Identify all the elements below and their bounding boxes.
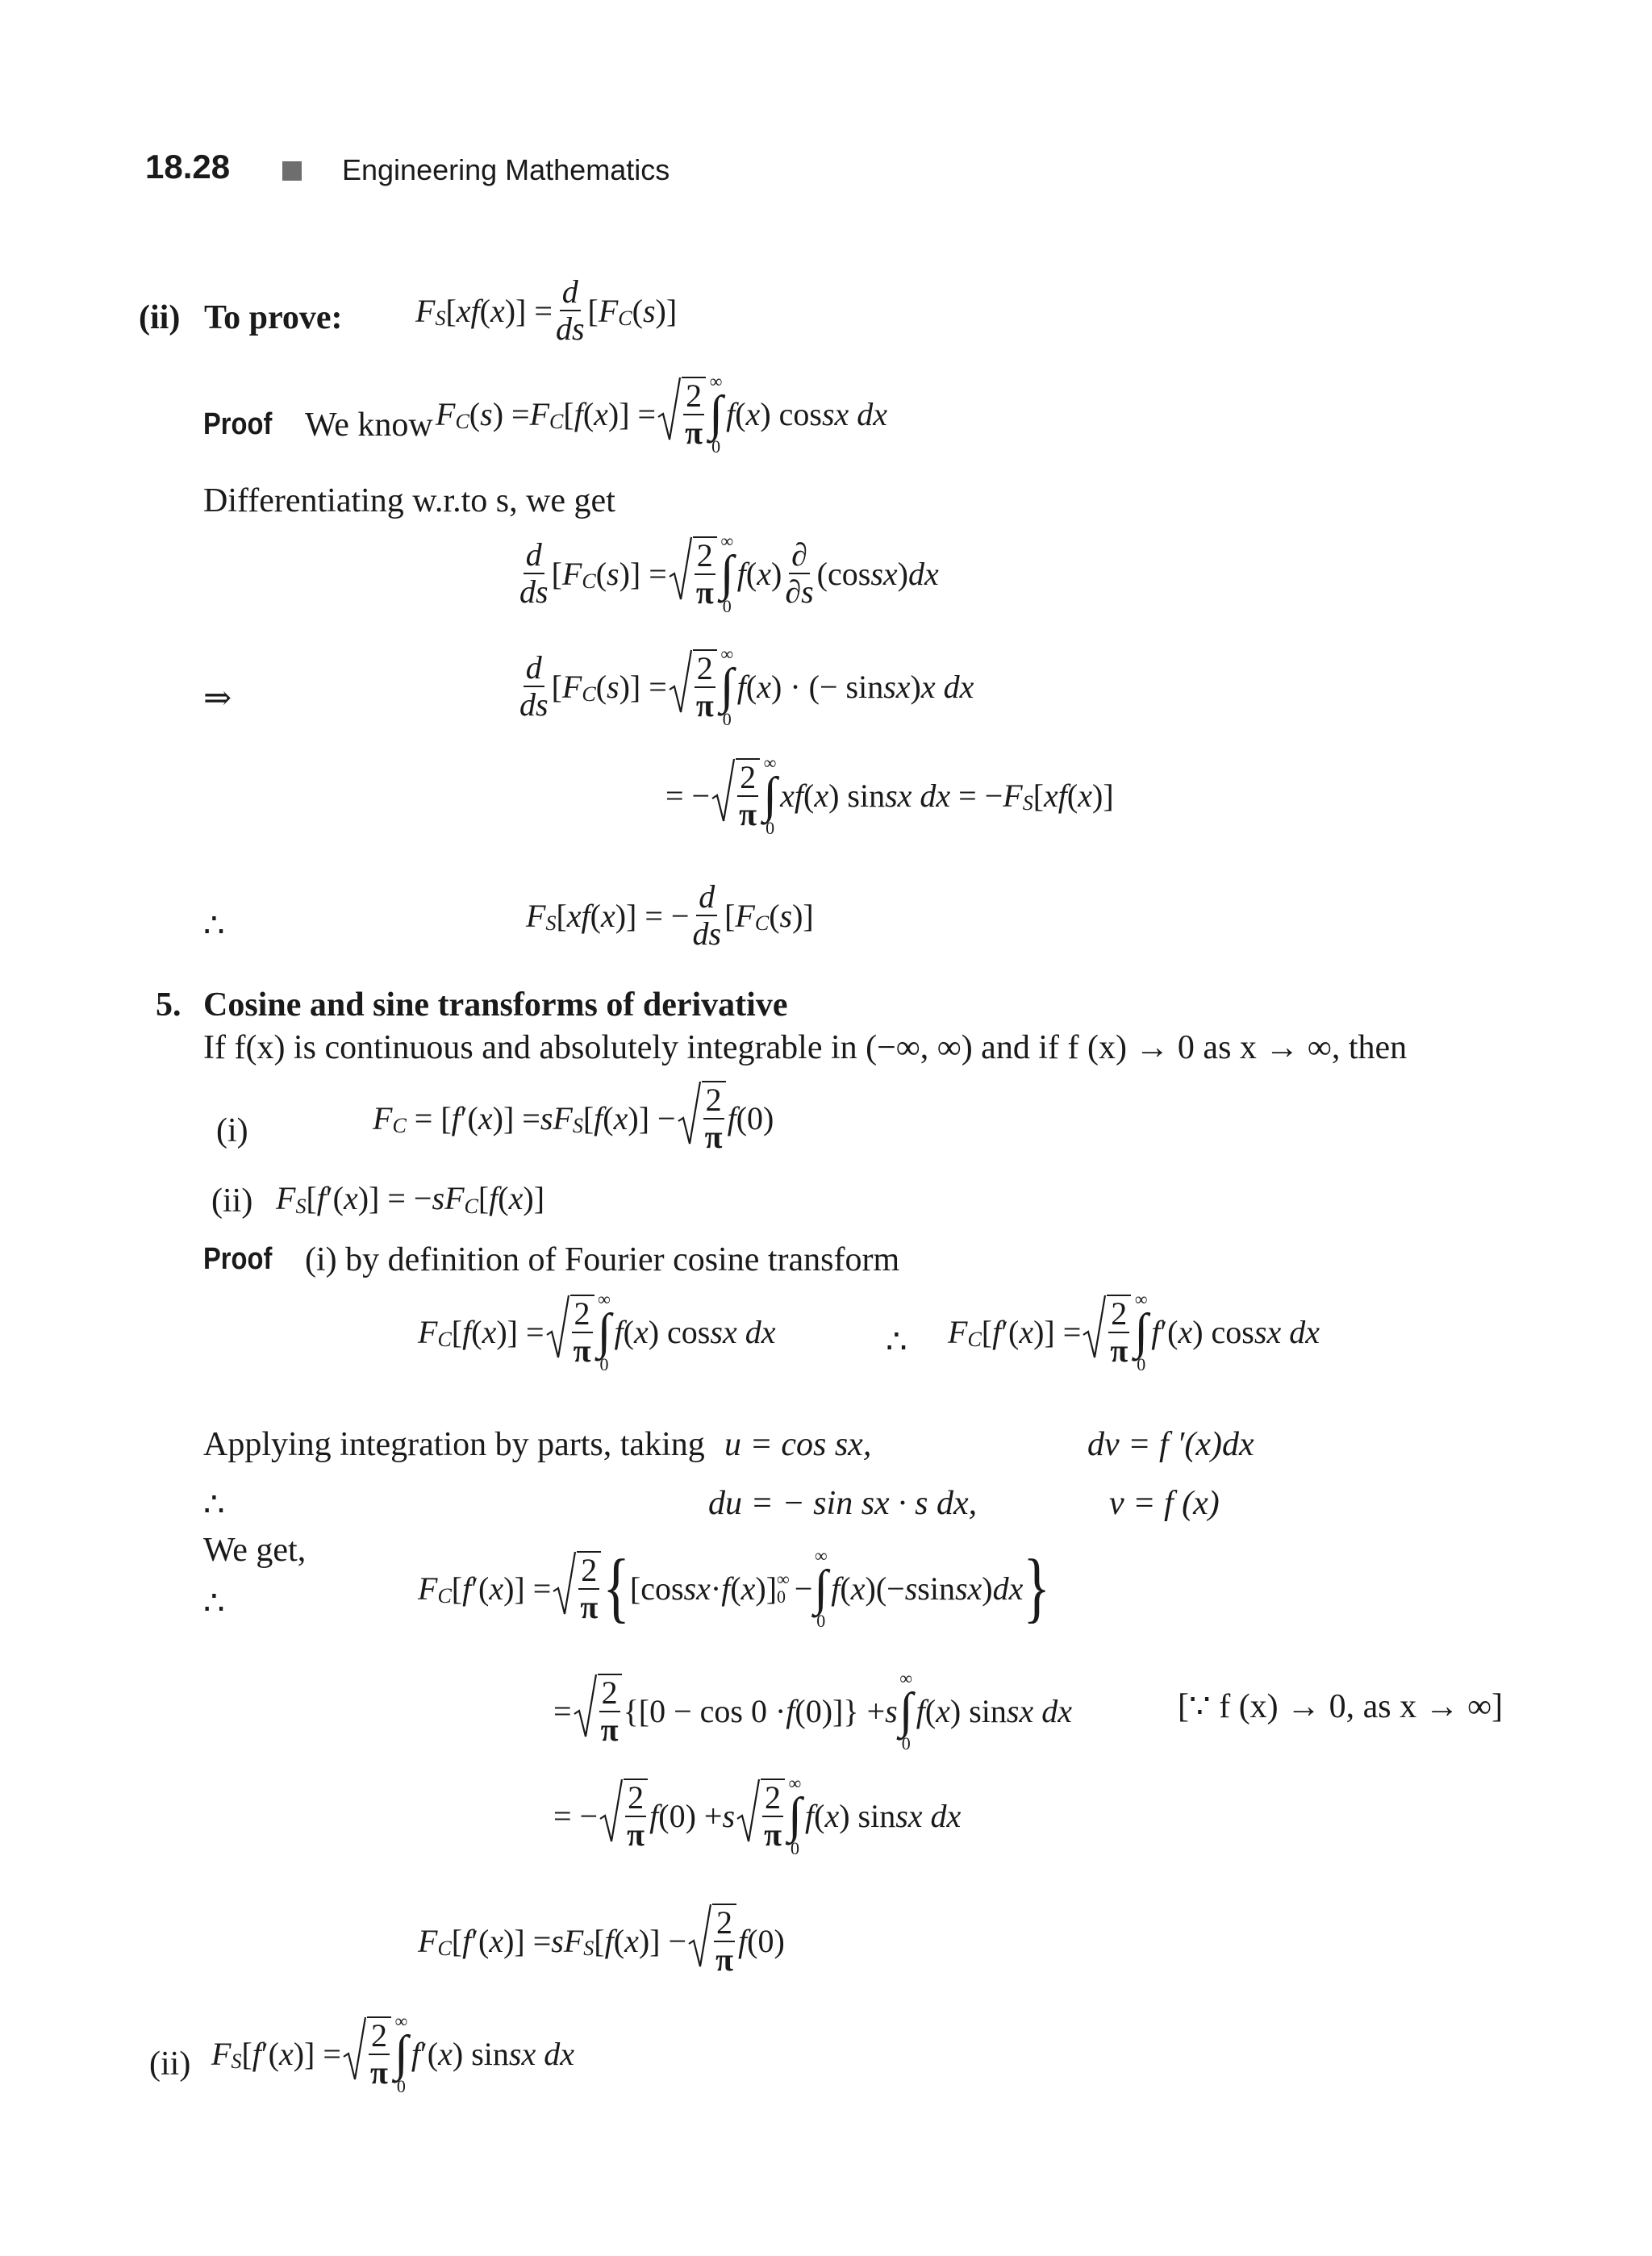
item-ii-equation: F S [ f ′( x )] = − sF C [ f ( x )] bbox=[276, 1180, 545, 1218]
u-equation: u = cos sx, bbox=[724, 1426, 872, 1463]
to-prove-equation: F S [ xf ( x )] = $\frac{d}{ds}$ [ F C ( s )] bbox=[415, 273, 678, 347]
by-parts-equation-2: = $\frac{2}{\pi}$ {[0 − cos 0 · f (0)]} + s ∞ ∫ 0 f ( x ) sin sx dx bbox=[553, 1668, 1072, 1754]
fs-derivative-definition: F S [ f ′( x )] = $\frac{2}{\pi}$ ∞ ∫ 0 f ′( x ) sin sx dx bbox=[211, 2011, 574, 2096]
fc-definition-2: F C [ f ( x )] = $\frac{2}{\pi}$ ∞ ∫ 0 f ( x ) cos sx dx bbox=[418, 1289, 776, 1374]
therefore-symbol-1: ∴ bbox=[203, 907, 225, 945]
differentiating-text: Differentiating w.r.to s, we get bbox=[203, 482, 615, 519]
item-ii-marker: (ii) bbox=[211, 1182, 253, 1220]
proof-label-2: Proof bbox=[203, 1242, 273, 1276]
therefore-symbol-3: ∴ bbox=[203, 1487, 225, 1524]
square-bullet-icon bbox=[282, 161, 302, 181]
du-equation: du = − sin sx · s dx, bbox=[708, 1485, 978, 1522]
item-i-marker: (i) bbox=[216, 1112, 248, 1149]
result-equation-i: F C [ f ′( x )] = sF S [ f ( x )] − $\frac{2}{\pi}$ f (0) bbox=[418, 1904, 785, 1978]
derivative-equation-3: = − $\frac{2}{\pi}$ ∞ ∫ 0 xf ( x ) sin sx dx = − F S [ xf ( x )] bbox=[665, 753, 1114, 838]
part-ii-label: (ii) bbox=[149, 2045, 191, 2083]
result-equation-ii: F S [ xf ( x )] = − $\frac{d}{ds}$ [ F C ( s )] bbox=[526, 878, 814, 952]
item-i-equation: F C = [ f ′( x )] = sF S [ f ( x )] − $\frac{2}{\pi}$ f (0) bbox=[373, 1082, 774, 1155]
implies-symbol: ⇒ bbox=[203, 680, 232, 717]
since-note: [∵ f (x) → 0, as x → ∞] bbox=[1178, 1688, 1504, 1725]
page-number: 18.28 bbox=[145, 148, 231, 186]
part-ii-marker: (ii) bbox=[139, 299, 181, 336]
proof-text: (i) by definition of Fourier cosine transform bbox=[305, 1241, 900, 1278]
derivative-equation-2: $\frac{d}{ds}$ [ F C ( s )] = $\frac{2}{\pi}$ ∞ ∫ 0 f ( x ) · (− sin sx ) x dx bbox=[519, 644, 974, 729]
by-parts-equation-3: = − $\frac{2}{\pi}$ f (0) + s $\frac{2}{\pi}$ ∞ ∫ 0 f ( x ) sin sx dx bbox=[553, 1773, 962, 1858]
therefore-symbol-2: ∴ bbox=[886, 1324, 907, 1361]
to-prove-heading: To prove: bbox=[204, 299, 343, 336]
we-get-text: We get, bbox=[203, 1532, 307, 1569]
section-title: Cosine and sine transforms of derivative bbox=[203, 986, 788, 1024]
proof-label: Proof bbox=[203, 407, 273, 441]
section-statement: If f(x) is continuous and absolutely integrable in (−∞, ∞) and if f (x) → 0 as x → ∞, then bbox=[203, 1029, 1408, 1066]
fc-derivative-definition: F C [ f ′( x )] = $\frac{2}{\pi}$ ∞ ∫ 0 f ′( x ) cos sx dx bbox=[948, 1289, 1320, 1374]
by-parts-text: Applying integration by parts, taking bbox=[203, 1426, 705, 1463]
section-number: 5. bbox=[156, 986, 181, 1024]
fc-definition-equation: F C ( s ) = F C [ f ( x )] = $\frac{2}{\pi}$ ∞ ∫ 0 f ( x ) cos sx dx bbox=[436, 371, 888, 457]
v-equation: v = f (x) bbox=[1109, 1485, 1220, 1522]
derivative-equation-1: $\frac{d}{ds}$ [ F C ( s )] = $\frac{2}{\pi}$ ∞ ∫ 0 f ( x ) $\frac{\partial}{\partial s}$ (cos sx ) dx bbox=[519, 531, 939, 616]
dv-equation: dv = f ′(x)dx bbox=[1087, 1426, 1254, 1463]
therefore-symbol-4: ∴ bbox=[203, 1585, 225, 1622]
we-know-text: We know bbox=[305, 407, 433, 444]
by-parts-equation-1: F C [ f ′( x )] = $\frac{2}{\pi}$ { [cos sx · f ( x )] ∞ 0 − ∞ ∫ 0 f ( x )(− s sin sx ) dx } bbox=[418, 1544, 1050, 1632]
running-title: Engineering Mathematics bbox=[342, 153, 670, 186]
